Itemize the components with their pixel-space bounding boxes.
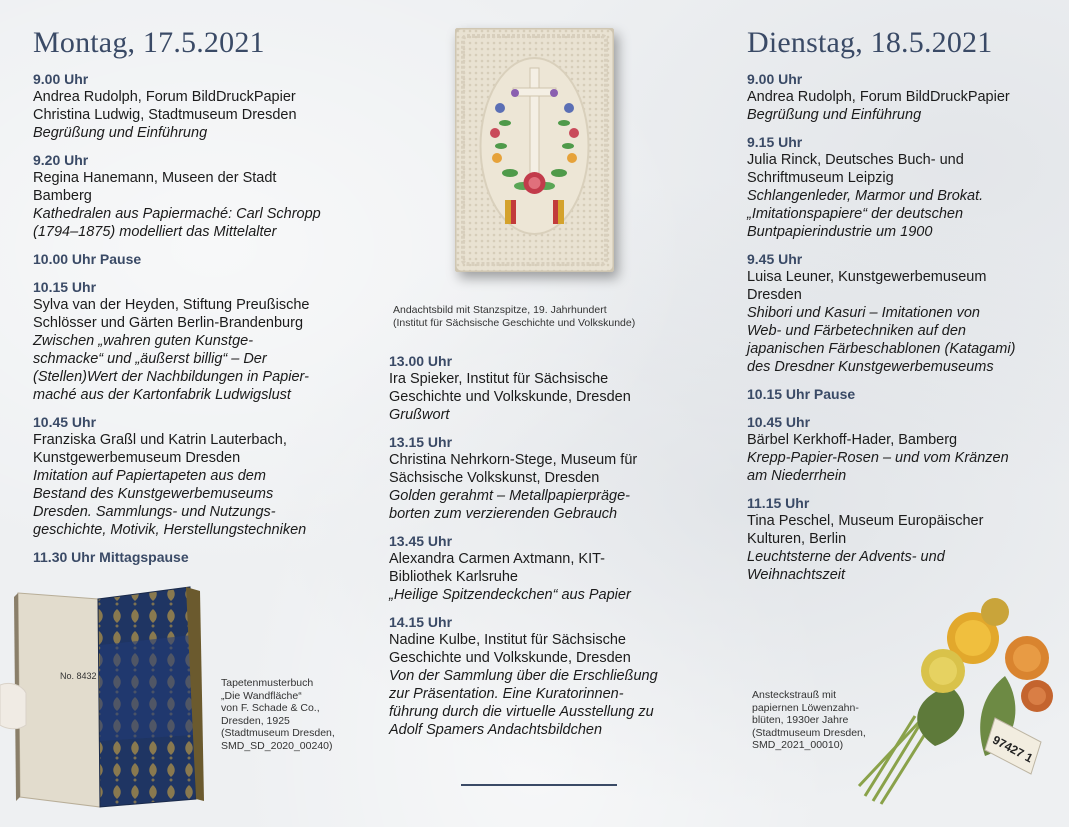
entry-talk-title: Web- und Färbetechniken auf den: [747, 323, 966, 339]
bouquet-icon: [855, 596, 1060, 806]
entry-talk-title: Bestand des Kunstgewerbemuseums: [33, 486, 274, 502]
day-column-monday: [33, 26, 321, 576]
schedule-entry: [33, 413, 321, 539]
entry-talk-title: japanischen Färbeschablonen (Katagami): [747, 341, 1016, 357]
schedule-pause: [747, 385, 1015, 403]
schedule-entry: [747, 70, 1015, 124]
entry-time: 9.45 Uhr: [747, 251, 803, 267]
entry-talk-title: Dresden. Sammlungs- und Nutzungs-: [33, 504, 276, 520]
devotional-card-icon: [455, 28, 614, 272]
entry-talk-title: Begrüßung und Einführung: [33, 125, 208, 141]
entry-speaker: Sylva van der Heyden, Stiftung Preußische: [33, 297, 310, 313]
caption-line: Tapetenmusterbuch: [221, 677, 314, 689]
caption-line: (Institut für Sächsische Geschichte und Volkskunde): [393, 316, 636, 329]
schedule-entry: [389, 613, 658, 739]
entry-talk-title: geschichte, Motivik, Herstellungstechniken: [33, 522, 307, 538]
entry-time: 10.15 Uhr: [33, 279, 97, 295]
schedule-entry: [33, 70, 321, 142]
schedule-entry: [747, 133, 1015, 241]
section-divider: [461, 784, 617, 786]
entry-talk-title: Buntpapierindustrie um 1900: [747, 224, 933, 240]
entry-talk-title: Von der Sammlung über die Erschließung: [389, 668, 658, 684]
paper-dandelion-bouquet-image: [855, 596, 1060, 806]
entry-time: 14.15 Uhr: [389, 614, 453, 630]
entry-time: 13.45 Uhr: [389, 533, 453, 549]
entry-talk-title: maché aus der Kartonfabrik Ludwigslust: [33, 387, 291, 403]
entry-time: 10.45 Uhr: [33, 414, 97, 430]
entry-talk-title: Imitation auf Papiertapeten aus dem: [33, 468, 266, 484]
entry-time: 13.00 Uhr: [389, 353, 453, 369]
entry-time: 10.00 Uhr Pause: [33, 251, 142, 267]
entry-time: 10.15 Uhr Pause: [747, 386, 856, 402]
entry-speaker: Geschichte und Volkskunde, Dresden: [389, 650, 631, 666]
day-column-monday-afternoon: [389, 352, 658, 748]
book-page-label: No. 8432: [60, 671, 97, 681]
schedule-list-monday-afternoon: [389, 352, 658, 739]
entry-talk-title: „Heilige Spitzendeckchen“ aus Papier: [389, 587, 631, 603]
entry-speaker: Geschichte und Volkskunde, Dresden: [389, 389, 631, 405]
entry-talk-title: am Niederrhein: [747, 468, 847, 484]
entry-speaker: Franziska Graßl und Katrin Lauterbach,: [33, 432, 287, 448]
caption-line: (Stadtmuseum Dresden,: [221, 727, 335, 739]
schedule-entry: [747, 494, 1015, 584]
entry-speaker: Christina Ludwig, Stadtmuseum Dresden: [33, 107, 297, 123]
caption-line: „Die Wandfläche“: [221, 689, 302, 702]
caption-line: Dresden, 1925: [221, 714, 290, 727]
entry-talk-title: Begrüßung und Einführung: [747, 107, 922, 123]
entry-speaker: Christina Nehrkorn-Stege, Museum für: [389, 452, 638, 468]
entry-talk-title: (Stellen)Wert der Nachbildungen in Papier-: [33, 369, 309, 385]
wallpaper-sample-book-image: [0, 585, 215, 810]
day-column-tuesday: [747, 26, 1015, 593]
entry-speaker: Julia Rinck, Deutsches Buch- und: [747, 152, 964, 168]
day-title-monday: Montag, 17.5.2021: [33, 26, 265, 59]
schedule-entry: [33, 151, 321, 241]
entry-time: 13.15 Uhr: [389, 434, 453, 450]
entry-speaker: Sächsische Volkskunst, Dresden: [389, 470, 600, 486]
caption-line: SMD_2021_00010): [752, 739, 844, 751]
entry-speaker: Andrea Rudolph, Forum BildDruckPapier: [747, 89, 1010, 105]
entry-talk-title: Golden gerahmt – Metallpapierpräge-: [389, 488, 630, 504]
entry-talk-title: zur Präsentation. Eine Kuratorinnen-: [389, 686, 624, 702]
entry-speaker: Andrea Rudolph, Forum BildDruckPapier: [33, 89, 296, 105]
day-title-tuesday: Dienstag, 18.5.2021: [747, 26, 993, 59]
caption-line: blüten, 1930er Jahre: [752, 714, 849, 726]
entry-speaker: Bamberg: [33, 188, 92, 204]
caption-line: von F. Schade & Co.,: [221, 702, 320, 714]
entry-speaker: Ira Spieker, Institut für Sächsische: [389, 371, 609, 387]
schedule-list-monday: [33, 70, 321, 566]
entry-talk-title: schmacke“ und „äußerst billig“ – Der: [33, 351, 267, 367]
entry-speaker: Kulturen, Berlin: [747, 531, 847, 547]
entry-speaker: Bibliothek Karlsruhe: [389, 569, 518, 585]
devotional-card-image: [455, 28, 614, 272]
schedule-list-tuesday: [747, 70, 1015, 584]
schedule-pause: [33, 250, 321, 268]
schedule-entry: [389, 532, 658, 604]
entry-talk-title: Shibori und Kasuri – Imitationen von: [747, 305, 980, 321]
bouquet-caption: [752, 689, 866, 752]
inventory-tag-label: 97427 1: [990, 732, 1036, 766]
caption-line: papiernen Löwenzahn-: [752, 701, 859, 714]
caption-line: Ansteckstrauß mit: [752, 689, 837, 701]
entry-time: 9.00 Uhr: [33, 71, 89, 87]
entry-speaker: Bärbel Kerkhoff-Hader, Bamberg: [747, 432, 958, 448]
devotional-card-caption: [393, 304, 635, 329]
schedule-entry: [33, 278, 321, 404]
schedule-entry: [389, 433, 658, 523]
entry-talk-title: (1794–1875) modelliert das Mittelalter: [33, 224, 277, 240]
schedule-pause: [33, 548, 321, 566]
entry-time: 11.15 Uhr: [747, 495, 810, 511]
schedule-entry: [389, 352, 658, 424]
entry-time: 10.45 Uhr: [747, 414, 811, 430]
entry-speaker: Tina Peschel, Museum Europäischer: [747, 513, 984, 529]
entry-speaker: Dresden: [747, 287, 802, 303]
entry-talk-title: Zwischen „wahren guten Kunstge-: [33, 333, 254, 349]
book-icon: [0, 585, 215, 810]
entry-talk-title: borten zum verzierenden Gebrauch: [389, 506, 618, 522]
entry-time: 11.30 Uhr Mittagspause: [33, 549, 189, 565]
schedule-entry: [747, 413, 1015, 485]
entry-talk-title: Weihnachtszeit: [747, 567, 846, 583]
caption-line: SMD_SD_2020_00240): [221, 739, 333, 752]
entry-speaker: Nadine Kulbe, Institut für Sächsische: [389, 632, 626, 648]
entry-talk-title: Leuchtsterne der Advents- und: [747, 549, 945, 565]
book-caption: [221, 677, 335, 752]
entry-talk-title: Kathedralen aus Papiermaché: Carl Schropp: [33, 206, 321, 222]
entry-time: 9.20 Uhr: [33, 152, 89, 168]
entry-talk-title: Grußwort: [389, 407, 450, 423]
entry-time: 9.15 Uhr: [747, 134, 803, 150]
caption-line: (Stadtmuseum Dresden,: [752, 726, 866, 739]
entry-speaker: Alexandra Carmen Axtmann, KIT-: [389, 551, 605, 567]
entry-speaker: Luisa Leuner, Kunstgewerbemuseum: [747, 269, 987, 285]
entry-speaker: Regina Hanemann, Museen der Stadt: [33, 170, 277, 186]
entry-talk-title: „Imitationspapiere“ der deutschen: [747, 206, 964, 222]
entry-talk-title: Schlangenleder, Marmor und Brokat.: [747, 188, 984, 204]
entry-speaker: Schlösser und Gärten Berlin-Brandenburg: [33, 315, 304, 331]
entry-speaker: Kunstgewerbemuseum Dresden: [33, 450, 241, 466]
entry-time: 9.00 Uhr: [747, 71, 803, 87]
entry-talk-title: führung durch die virtuelle Ausstellung zu: [389, 704, 654, 720]
entry-talk-title: des Dresdner Kunstgewerbemuseums: [747, 359, 994, 375]
entry-speaker: Schriftmuseum Leipzig: [747, 170, 894, 186]
schedule-entry: [747, 250, 1015, 376]
caption-line: Andachtsbild mit Stanzspitze, 19. Jahrhundert: [393, 304, 607, 316]
entry-talk-title: Adolf Spamers Andachtsbildchen: [389, 722, 603, 738]
entry-talk-title: Krepp-Papier-Rosen – und vom Kränzen: [747, 450, 1009, 466]
